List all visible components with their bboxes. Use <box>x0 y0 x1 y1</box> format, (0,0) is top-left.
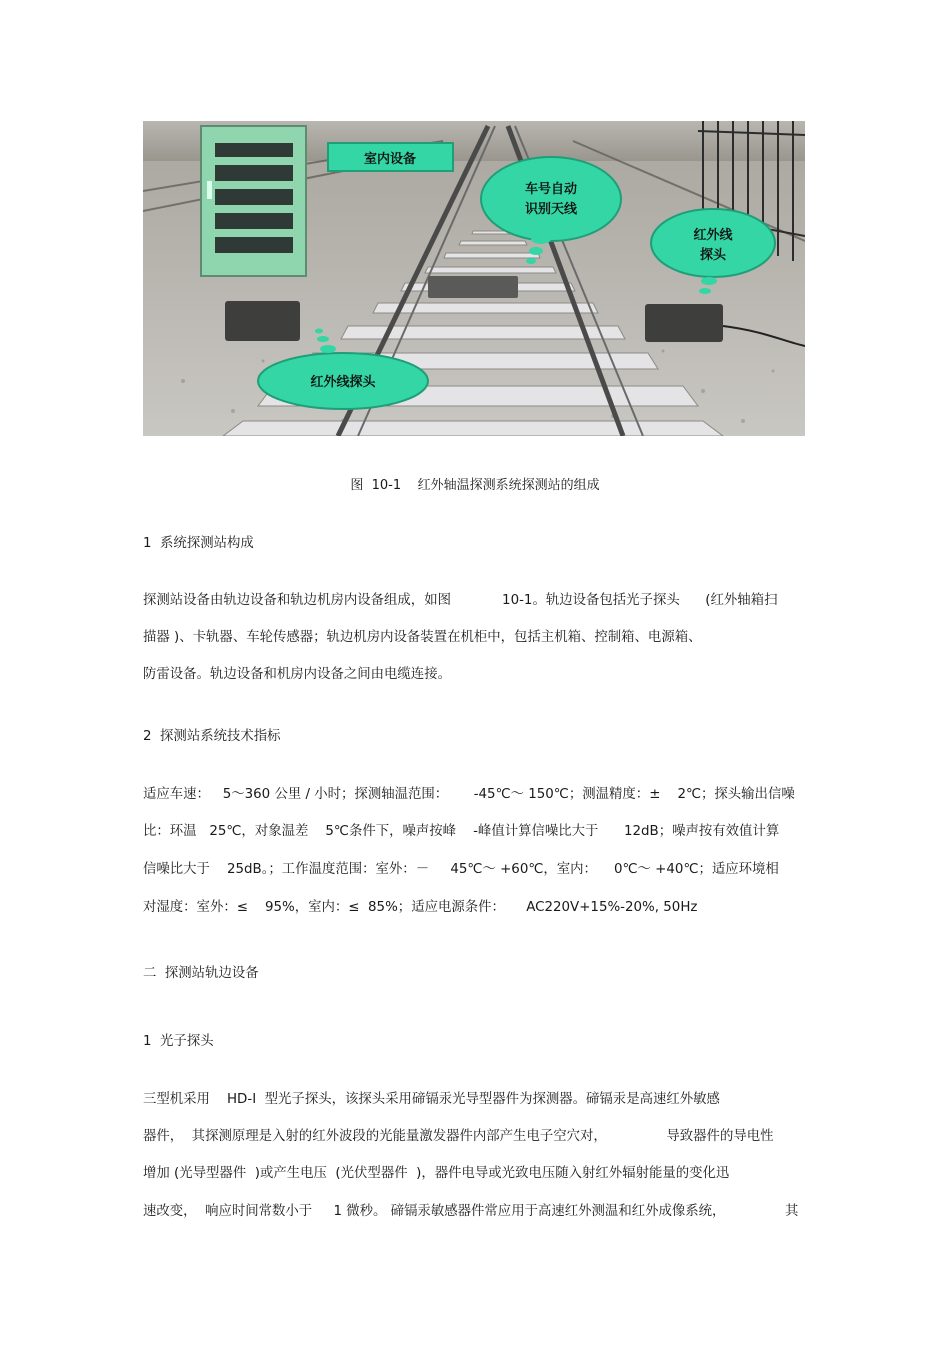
label-indoor <box>328 143 453 171</box>
antenna-line2: 识别天线 <box>524 202 578 217</box>
figure-caption: 图 10-1 红外轴温探测系统探测站的组成 <box>350 478 600 493</box>
probe-box-right <box>645 304 723 342</box>
heading-1: 1 系统探测站构成 <box>143 536 254 551</box>
paragraph-1-line-2: 描器 )、卡轨器、车轮传感器；轨边机房内设备装置在机柜中，包括主机箱、控制箱、电源箱、 <box>143 630 702 645</box>
heading-3: 二 探测站轨边设备 <box>143 966 259 981</box>
label-indoor-text: 室内设备 <box>363 152 417 167</box>
paragraph-1-line-3: 防雷设备。轨边设备和机房内设备之间由电缆连接。 <box>143 667 451 682</box>
paragraph-2-line-3: 信噪比大于 25dB。；工作温度范围：室外：－ 45℃～ +60℃，室内： 0℃～ +40℃；适应环境相 <box>143 862 779 877</box>
paragraph-3-line-3: 增加 (光导型器件 )或产生电压 (光伏型器件 )，器件电导或光致电压随入射红外辐射能量的变化迅 <box>143 1166 730 1181</box>
heading-2: 2 探测站系统技术指标 <box>143 729 281 744</box>
center-sensor <box>428 276 518 298</box>
paragraph-2-line-4: 对湿度：室外：≤ 95%，室内：≤ 85%；适应电源条件： AC220V+15%-20%, 50Hz <box>143 900 698 915</box>
paragraph-2-line-2: 比：环温 25℃，对象温差 5℃条件下，噪声按峰 -峰值计算信噪比大于 12dB；噪声按有效值计算 <box>143 824 780 839</box>
probe-box-left <box>225 301 300 341</box>
indoor-cabinet <box>201 126 306 276</box>
paragraph-1-line-1: 探测站设备由轨边设备和轨边机房内设备组成，如图 10-1。轨边设备包括光子探头 (红外轴箱扫 <box>143 593 778 608</box>
probe-left-text: 红外线探头 <box>310 375 376 390</box>
figure-photo <box>143 121 805 436</box>
paragraph-3-line-1: 三型机采用 HD-I 型光子探头，该探头采用碲镉汞光导型器件为探测器。碲镉汞是高速红外敏感 <box>143 1092 720 1107</box>
probe-right-line2: 探头 <box>699 248 727 263</box>
heading-4: 1 光子探头 <box>143 1034 214 1049</box>
paragraph-3-line-2: 器件， 其探测原理是入射的红外波段的光能量激发器件内部产生电子空穴对， 导致器件的导电性 <box>143 1129 774 1144</box>
probe-right-line1: 红外线 <box>693 228 733 243</box>
paragraph-3-line-4: 速改变， 响应时间常数小于 1 微秒。 碲镉汞敏感器件常应用于高速红外测温和红外成像系统， 其 <box>143 1204 799 1219</box>
antenna-line1: 车号自动 <box>524 182 578 197</box>
paragraph-2-line-1: 适应车速： 5～360 公里 / 小时；探测轴温范围： -45℃～ 150℃；测温精度：± 2℃；探头输出信噪 <box>143 787 795 802</box>
